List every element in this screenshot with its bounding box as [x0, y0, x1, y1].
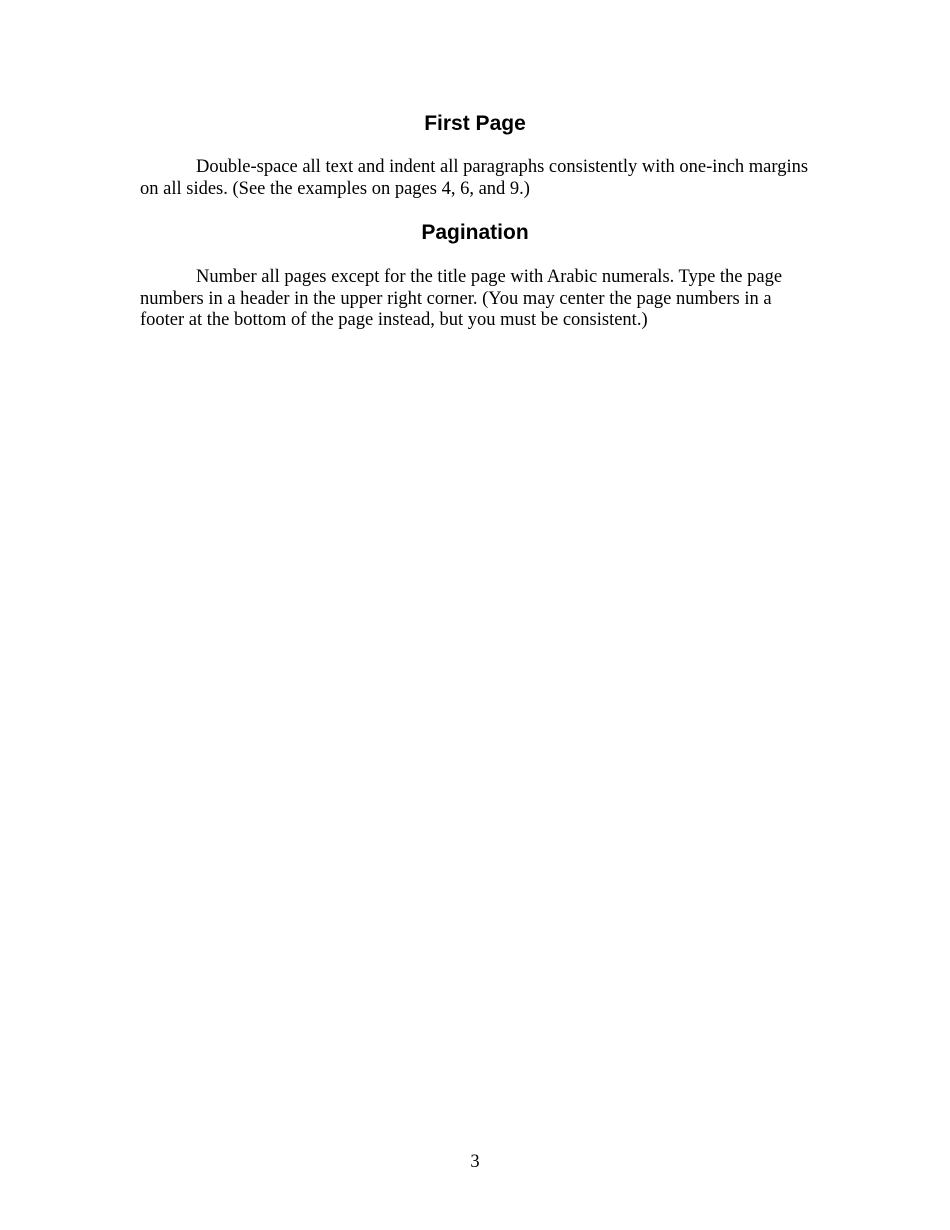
section-paragraph-pagination: Number all pages except for the title page with Arabic numerals. Type the page numbers in a header in the upper right corner. (You may center the page numbers in a footer at the bottom of the page instead, but you must be consistent.) — [140, 267, 783, 330]
page-body — [140, 110, 810, 332]
section-heading-pagination: Pagination — [421, 221, 529, 244]
section-heading-first-page: First Page — [424, 112, 526, 135]
section-paragraph-first-page: Double-space all text and indent all paragraphs consistently with one-inch margins on all sides. (See the examples on pages 4, 6, and 9.) — [140, 157, 809, 199]
page-number: 3 — [470, 1152, 480, 1172]
